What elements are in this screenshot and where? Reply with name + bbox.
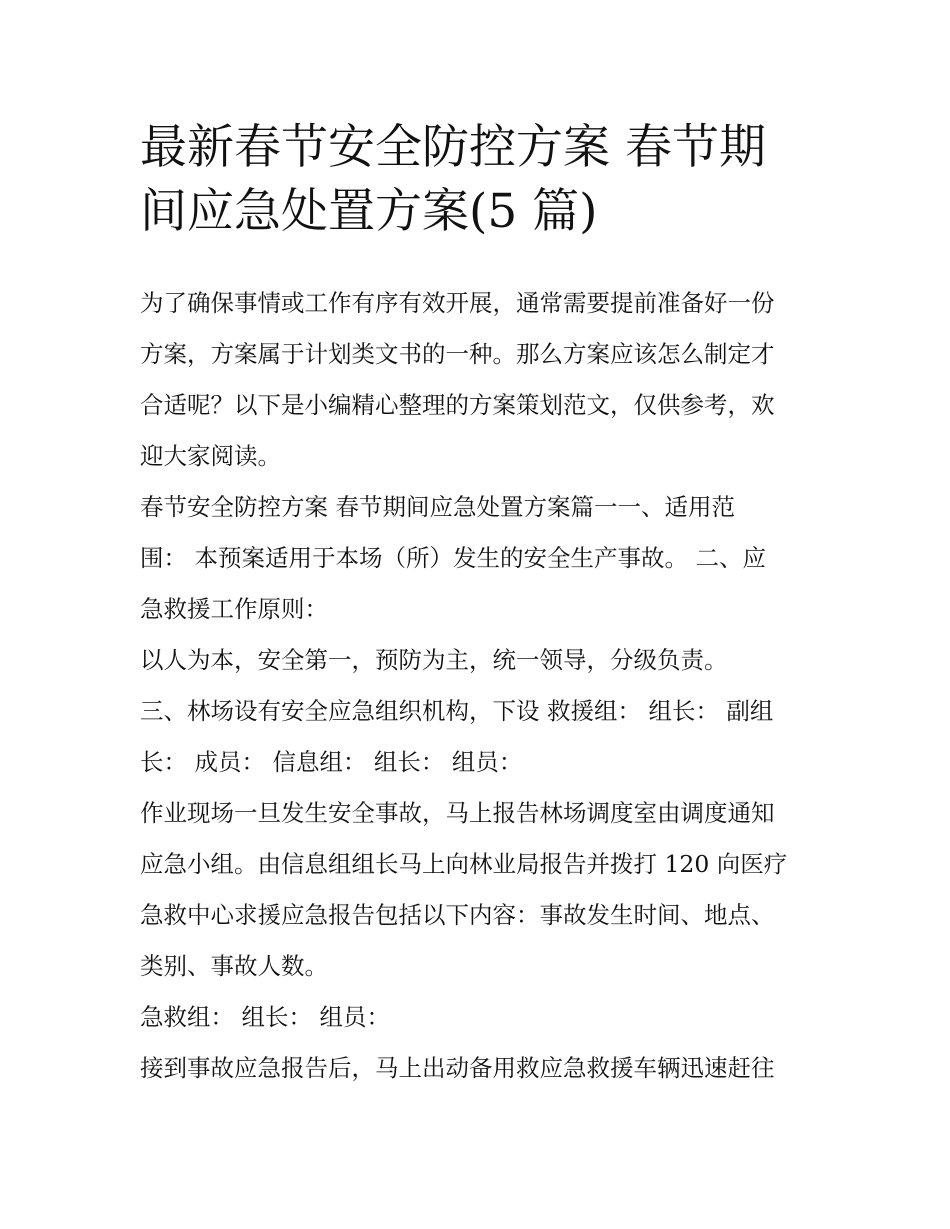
document-title [140,116,830,244]
body-line-6: 围： 本预案适用于本场（所）发生的安全生产事故。 二、应 [140,544,766,572]
body-line-7: 急救援工作原则： [140,595,328,623]
body-line-13: 急救中心求援应急报告包括以下内容：事故发生时间、地点、 [140,901,775,929]
body-line-9: 三、林场设有安全应急组织机构，下设 救援组： 组长： 副组 [140,697,774,725]
body-line-10: 长： 成员： 信息组： 组长： 组员： [140,748,523,776]
body-line-12: 应急小组。由信息组组长马上向林业局报告并拨打 120 向医疗 [140,850,788,878]
body-line-5: 春节安全防控方案 春节期间应急处置方案篇一一、适用范 [140,493,735,521]
body-line-16: 接到事故应急报告后，马上出动备用救应急救援车辆迅速赶往 [140,1054,775,1082]
body-line-8: 以人为本，安全第一，预防为主，统一领导，分级负责。 [140,646,728,674]
title-line-1: 最新春节安全防控方案 春节期 [140,120,766,175]
body-line-14: 类别、事故人数。 [140,952,328,980]
body-line-1: 为了确保事情或工作有序有效开展，通常需要提前准备好一份 [140,289,775,317]
document-body [140,278,830,1094]
title-line-2: 间应急处置方案(5 篇) [140,184,598,239]
body-line-2: 方案，方案属于计划类文书的一种。那么方案应该怎么制定才 [140,340,775,368]
body-line-4: 迎大家阅读。 [140,442,281,470]
body-line-3: 合适呢？以下是小编精心整理的方案策划范文，仅供参考，欢 [140,391,775,419]
body-line-15: 急救组： 组长： 组员： [140,1003,390,1031]
body-line-11: 作业现场一旦发生安全事故，马上报告林场调度室由调度通知 [140,799,775,827]
